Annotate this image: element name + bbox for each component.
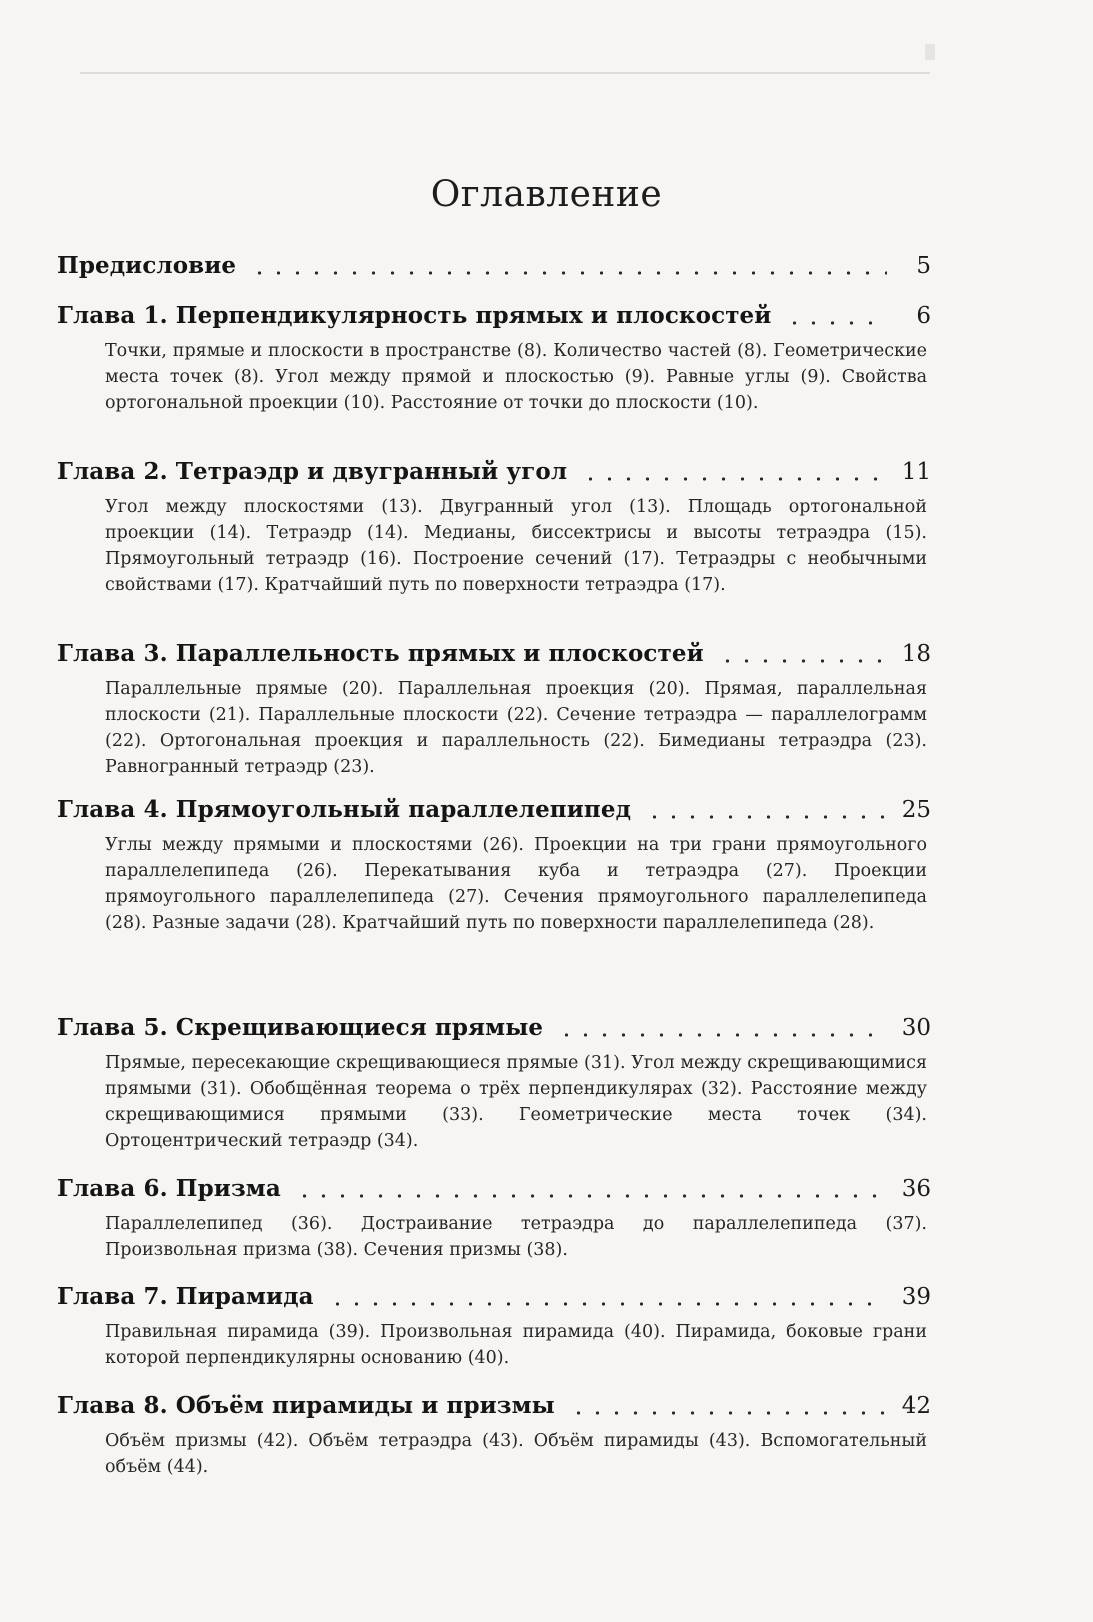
dot-leader (250, 270, 887, 276)
entry-title: Предисловие (57, 252, 237, 279)
toc-entry-chapter-2[interactable] (57, 458, 931, 598)
toc-entry-preface[interactable] (57, 252, 931, 286)
entry-description: Параллельные прямые (20). Параллельная проекция (20). Прямая, параллельная плоскости (21). Параллельные плоскости (22). Сечение тетраэдра — параллелограмм (22). Ортогональная проекция и параллельность (22). Бимедианы тетраэдра (23). Равногранный тетраэдр (23). (105, 679, 927, 777)
toc-entry-chapter-1[interactable] (57, 302, 931, 416)
dot-leader (569, 1410, 887, 1416)
toc-entry-chapter-7[interactable] (57, 1283, 931, 1371)
dot-leader (557, 1032, 887, 1038)
entry-title: Глава 1. Перпендикулярность прямых и плоскостей (57, 302, 772, 329)
entry-title: Глава 3. Параллельность прямых и плоскостей (57, 640, 704, 667)
dot-leader (328, 1301, 887, 1307)
entry-title: Глава 5. Скрещивающиеся прямые (57, 1014, 544, 1041)
dot-leader (718, 658, 887, 664)
entry-description: Точки, прямые и плоскости в пространстве (8). Количество частей (8). Геометрические места точек (8). Угол между прямой и плоскостью (9). Равные углы (9). Свойства ортогональной проекции (10). Расстояние от точки до плоскости (10). (105, 341, 927, 413)
entry-title: Глава 4. Прямоугольный параллелепипед (57, 796, 631, 823)
entry-title: Глава 7. Пирамида (57, 1283, 314, 1310)
entry-description: Углы между прямыми и плоскостями (26). Проекции на три грани прямоугольного параллелепипеда (26). Перекатывания куба и тетраэдра (27). Проекции прямоугольного параллелепипеда (27). Сечения прямоугольного параллелепипеда (28). Разные задачи (28). Кратчайший путь по поверхности параллелепипеда (28). (105, 835, 927, 933)
entry-page-number: 18 (901, 641, 931, 667)
toc-entry-chapter-4[interactable] (57, 796, 931, 936)
entry-page-number: 6 (916, 303, 931, 329)
entry-title: Глава 6. Призма (57, 1175, 281, 1202)
entry-page-number: 11 (901, 459, 931, 485)
entry-page-number: 25 (901, 797, 931, 823)
dot-leader (295, 1193, 887, 1199)
entry-description: Угол между плоскостями (13). Двугранный угол (13). Площадь ортогональной проекции (14). Тетраэдр (14). Медианы, биссектрисы и высоты тетраэдра (15). Прямоугольный тетраэдр (16). Построение сечений (17). Тетраэдры с необычными свойствами (17). Кратчайший путь по поверхности тетраэдра (17). (105, 497, 927, 595)
entry-page-number: 39 (901, 1284, 931, 1310)
entry-description: Правильная пирамида (39). Произвольная пирамида (40). Пирамида, боковые грани которой перпендикулярны основанию (40). (105, 1322, 927, 1368)
toc-entry-chapter-5[interactable] (57, 1014, 931, 1154)
entry-page-number: 42 (901, 1393, 931, 1419)
entry-title: Глава 2. Тетраэдр и двугранный угол (57, 458, 568, 485)
dot-leader (581, 476, 887, 482)
entry-title: Глава 8. Объём пирамиды и призмы (57, 1392, 555, 1419)
entry-page-number: 36 (901, 1176, 931, 1202)
dot-leader (785, 320, 887, 326)
entry-description: Параллелепипед (36). Достраивание тетраэдра до параллелепипеда (37). Произвольная призма (38). Сечения призмы (38). (105, 1214, 927, 1260)
toc-entry-chapter-6[interactable] (57, 1175, 931, 1263)
header-rule (80, 72, 930, 74)
page-number-mark (925, 44, 935, 60)
dot-leader (645, 814, 887, 820)
entry-description: Прямые, пересекающие скрещивающиеся прямые (31). Угол между скрещивающимися прямыми (31). Обобщённая теорема о трёх перпендикулярах (32). Расстояние между скрещивающимися прямыми (33). Геометрические места точек (34). Ортоцентрический тетраэдр (34). (105, 1053, 927, 1151)
entry-page-number: 5 (916, 253, 931, 279)
entry-description: Объём призмы (42). Объём тетраэдра (43). Объём пирамиды (43). Вспомогательный объём (44). (105, 1431, 927, 1477)
toc-entry-chapter-8[interactable] (57, 1392, 931, 1480)
page-title: Оглавление (430, 174, 663, 216)
entry-page-number: 30 (901, 1015, 931, 1041)
toc-entry-chapter-3[interactable] (57, 640, 931, 780)
